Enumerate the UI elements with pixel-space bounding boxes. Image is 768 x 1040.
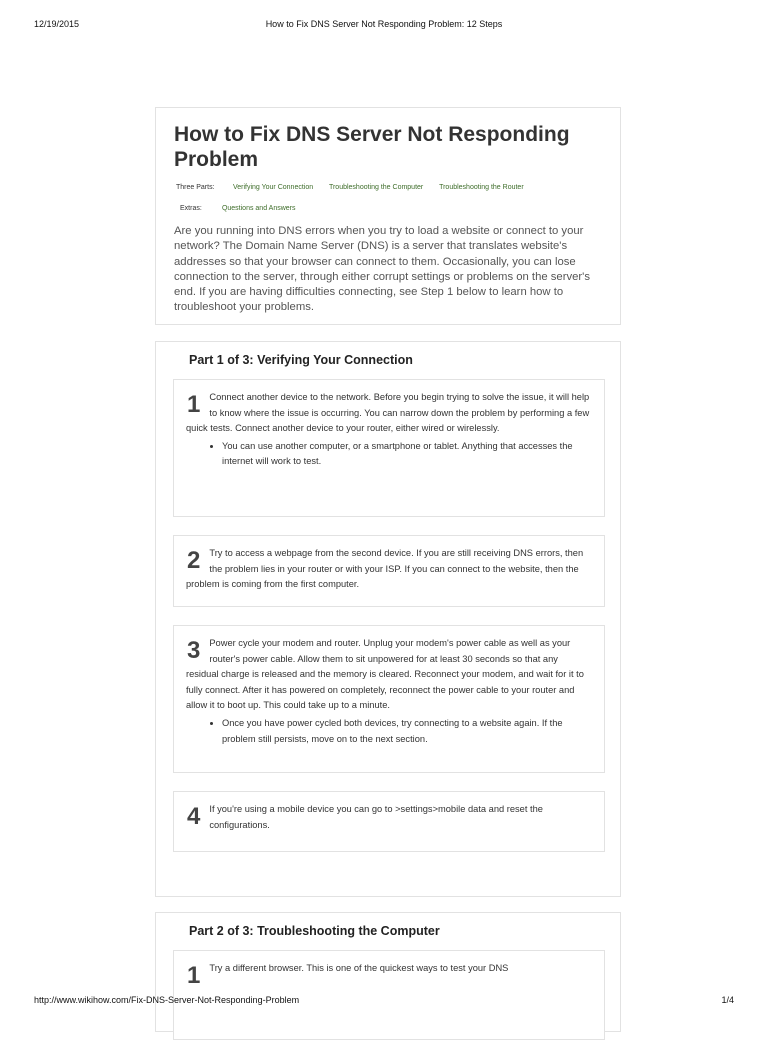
part-link-verifying[interactable]: Verifying Your Connection [232, 184, 314, 191]
step-number: 1 [187, 962, 201, 989]
print-header [34, 19, 734, 31]
part1-section [155, 341, 621, 897]
step-text: Try to access a webpage from the second device. If you are still receiving DNS errors, then the problem lies in your router or with your ISP. If you can connect to the website, then the problem is coming from the first computer. [186, 548, 584, 590]
intro-paragraph: Are you running into DNS errors when you try to load a website or connect to your network? The Domain Name Server (DNS) is a server that translates website's addresses so that your browser can connect to them. Occasionally, you can lose connection to the server, through either corrupt settings or problems on the server's end. If you are having difficulties connecting, see Step 1 below to learn how to troubleshoot your problems. [174, 225, 590, 314]
step-text: Power cycle your modem and router. Unplug your modem's power cable as well as your router's power cable. Allow them to sit unpowered for at least 30 seconds so that any residual charge is released and the memory is cleared. Reconnect your modem, and wait for it to fully connect. After it has powered on completely, reconnect the power cable to your router and allow it to boot up. This could take up to a minute. [186, 638, 584, 711]
step-number: 2 [187, 547, 201, 574]
extras-label: Extras: [180, 205, 202, 212]
print-page-title: How to Fix DNS Server Not Responding Problem: 12 Steps [265, 19, 503, 29]
part-link-router[interactable]: Troubleshooting the Router [439, 184, 524, 191]
extras-nav [174, 203, 602, 214]
intro-card [155, 107, 621, 325]
parts-nav [174, 182, 602, 193]
step-card [173, 379, 605, 517]
page-counter: 1/4 [721, 995, 734, 1005]
step-text: If you're using a mobile device you can go to >settings>mobile data and reset the configurations. [209, 804, 543, 830]
step-card [173, 535, 605, 607]
step-card [173, 791, 605, 852]
step-card [173, 625, 605, 773]
step-text: Connect another device to the network. Before you begin trying to solve the issue, it will help to know where the issue is occurring. You can narrow down the problem by performing a few quick tests. Connect another device to your router, either wired or wirelessly. [186, 392, 590, 434]
step-number: 1 [187, 391, 201, 418]
print-url[interactable]: http://www.wikihow.com/Fix-DNS-Server-Not-Responding-Problem [34, 995, 300, 1005]
step-bullets [186, 716, 592, 747]
step-number: 4 [187, 803, 201, 830]
parts-label: Three Parts: [176, 184, 215, 191]
step-bullet: • Once you have power cycled both devices, try connecting to a website again. If the problem still persists, move on to the next section. [222, 716, 592, 747]
part2-section [155, 912, 621, 1032]
part-link-computer[interactable]: Troubleshooting the Computer [328, 184, 424, 191]
step-bullet: • You can use another computer, or a smartphone or tablet. Anything that accesses the internet will work to test. [222, 439, 592, 470]
part1-heading: Part 1 of 3: Verifying Your Connection [189, 353, 413, 367]
article-title: How to Fix DNS Server Not Responding Problem [174, 123, 570, 171]
part2-heading: Part 2 of 3: Troubleshooting the Computer [189, 924, 440, 938]
extras-link-questions[interactable]: Questions and Answers [221, 205, 296, 212]
print-footer [34, 995, 734, 1007]
step-number: 3 [187, 637, 201, 664]
step-text: Try a different browser. This is one of the quickest ways to test your DNS [209, 963, 509, 973]
step-bullets [186, 439, 592, 470]
print-date: 12/19/2015 [34, 19, 80, 29]
